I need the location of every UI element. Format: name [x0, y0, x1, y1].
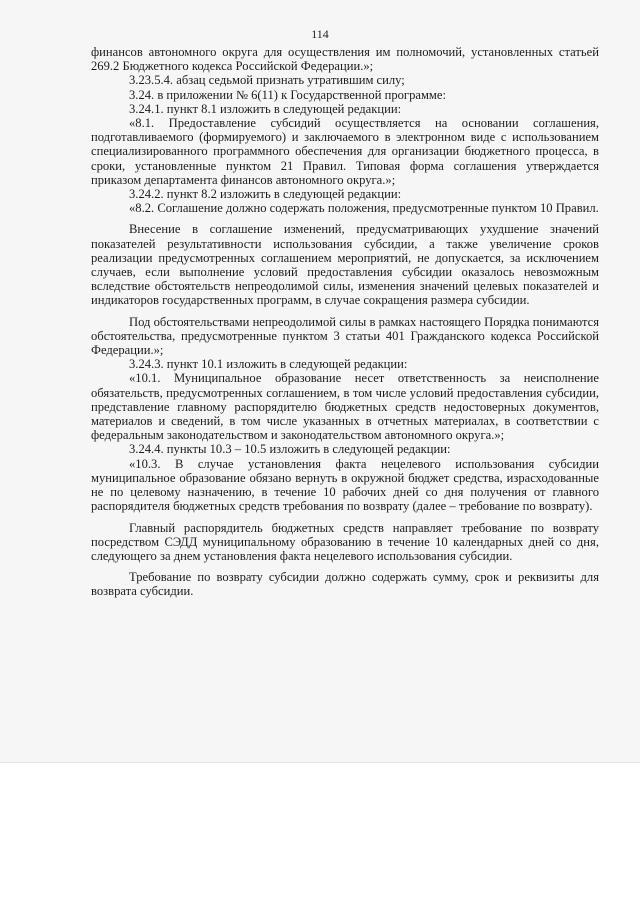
paragraph: Требование по возврату субсидии должно содержать сумму, срок и реквизиты для возврата субсидии.: [91, 570, 599, 599]
paragraph: 3.24.3. пункт 10.1 изложить в следующей редакции:: [129, 357, 408, 372]
page-number: 114: [311, 27, 329, 41]
paragraph: Главный распорядитель бюджетных средств направляет требование по возврату посредством СЭДД муниципальному образованию в течение 10 календарных дней со дня, следующего за днем установления факта нецелевого использования субсидии.: [91, 520, 599, 563]
paragraph: 3.24. в приложении № 6(11) к Государственной программе:: [129, 87, 446, 102]
paragraph: 3.24.4. пункты 10.3 – 10.5 изложить в следующей редакции:: [129, 442, 451, 457]
paragraph: 3.23.5.4. абзац седьмой признать утратившим силу;: [129, 73, 405, 88]
paragraph: «10.3. В случае установления факта нецелевого использования субсидии муниципальное образование обязано вернуть в окружной бюджет средства, израсходованные не по целевому назначению, в течение 10 рабочих дней со дня получения от главного распорядителя бюджетных средств требования по возврату (далее – требование по возврату).: [91, 456, 599, 514]
paragraph: 3.24.2. пункт 8.2 изложить в следующей редакции:: [129, 187, 402, 202]
document-body: [91, 45, 599, 599]
paragraph: «10.1. Муниципальное образование несет ответственность за неисполнение обязательств, предусмотренных соглашением, в том числе условий предоставления субсидии, представление главному распорядителю бюджетных средств недостоверных документов, материалов и сведений, в том числе указанных в отчетных материалах, в соответствии с федеральным законодательством и законодательством автономного округа.»;: [91, 371, 599, 443]
paragraph: «8.2. Соглашение должно содержать положения, предусмотренные пунктом 10 Правил.: [129, 201, 599, 216]
paragraph: Внесение в соглашение изменений, предусматривающих ухудшение значений показателей результативности использования субсидии, а также увеличение сроков реализации предусмотренных соглашением мероприятий, не допускается, за исключением случаев, если выполнение условий предоставления субсидии оказалось невозможным вследствие обстоятельств непреодолимой силы, изменения значений целевых показателей и индикаторов государственных программ, в случае сокращения размера субсидии.: [91, 222, 599, 308]
paragraph: Под обстоятельствами непреодолимой силы в рамках настоящего Порядка понимаются обстоятельства, предусмотренные пунктом 3 статьи 401 Гражданского кодекса Российской Федерации.»;: [91, 314, 599, 358]
paragraph: финансов автономного округа для осуществления им полномочий, установленных статьей 269.2 Бюджетного кодекса Российской Федерации.»;: [91, 45, 599, 74]
paragraph: 3.24.1. пункт 8.1 изложить в следующей редакции:: [129, 101, 402, 116]
paragraph: «8.1. Предоставление субсидий осуществляется на основании соглашения, подготавливаемого (формируемого) и заключаемого в электронном виде с использованием специализированного программного обеспечения для организации бюджетного процесса, в сроки, установленные пунктом 21 Правил. Типовая форма соглашения утверждается приказом департамента финансов автономного округа.»;: [91, 116, 599, 187]
